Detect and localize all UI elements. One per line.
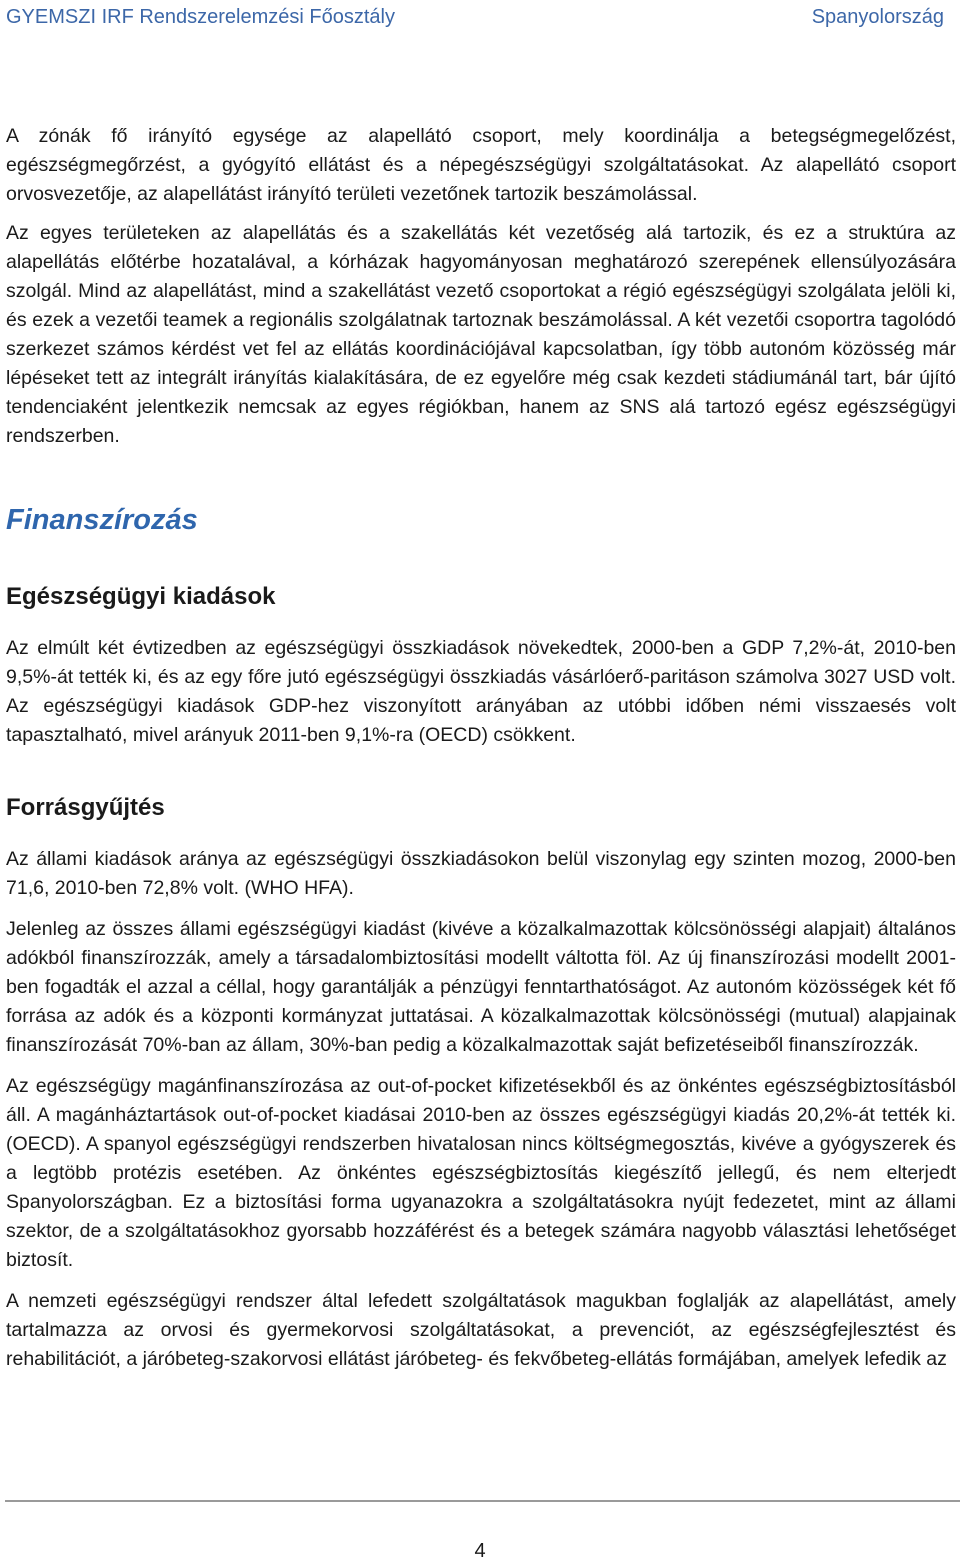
paragraph-health-expenditure: Az elmúlt két évtizedben az egészségügyi összkiadások növekedtek, 2000-ben a GDP 7,2%-át, 2010-ben 9,5%-át tették ki, és az egy főre jutó egészségügyi összkiadás vásárlóerő-paritáson számolva 3027 USD volt. Az egészségügyi kiadások GDP-hez viszonyított arányában az utóbbi időben némi visszaesés volt tapasztalható, mivel arányuk 2011-ben 9,1%-ra (OECD) csökkent.	[6, 637, 956, 746]
document-body	[6, 122, 956, 1374]
header-organization: GYEMSZI IRF Rendszerelemzési Főosztály	[6, 5, 395, 28]
paragraph-private-financing: Az egészségügy magánfinanszírozása az out-of-pocket kifizetésekből és az önkéntes egészségbiztosításból áll. A magánháztartások out-of-pocket kiadásai 2010-ben az összes egészségügyi kiadás 20,2%-át tették ki. (OECD). A spanyol egészségügyi rendszerben hivatalosan nincs költségmegosztás, kivéve a gyógyszerek és a legtöbb protézis esetében. Az önkéntes egészségbiztosítás kiegészítő jellegű, és nem elterjedt Spanyolországban. Ez a biztosítási forma ugyanazokra a szolgáltatásokra nyújt fedezetet, mint az állami szektor, de a szolgáltatásokhoz gyorsabb hozzáférést és a betegek számára nagyobb választási lehetőséget biztosít.	[6, 1075, 956, 1271]
subsection-title-health-expenditure: Egészségügyi kiadások	[6, 583, 276, 610]
paragraph-primary-care-zone: A zónák fő irányító egysége az alapellátó csoport, mely koordinálja a betegségmegelőzést, egészségmegőrzést, a gyógyító ellátást és a népegészségügyi szolgáltatásokat. Az alapellátó csoport orvosvezetője, az alapellátást irányító területi vezetőnek tartozik beszámolással.	[6, 125, 956, 205]
paragraph-management-structure: Az egyes területeken az alapellátás és a szakellátás két vezetőség alá tartozik, és ez a struktúra az alapellátás előtérbe hozatalával, a kórházak hagyományosan meghatározó szerepének ellensúlyozására szolgál. Mind az alapellátást, mind a szakellátást vezető csoportokat a régió egészségügyi szolgálata jelöli ki, és ezek a vezetői teamek a regionális szolgálatnak tartoznak beszámolással. A két vezetői csoportra tagolódó szerkezet számos kérdést vet fel az ellátás koordinációjával kapcsolatban, így több autonóm közösség már lépéseket tett az integrált irányítás kialakítására, de ez egyelőre még csak kezdeti stádiumánál tart, bár újító tendenciaként jelentkezik nemcsak az egyes régiókban, hanem az SNS alá tartozó egész egészségügyi rendszerben.	[6, 222, 956, 447]
page-number: 4	[474, 1540, 486, 1562]
paragraph-public-share: Az állami kiadások aránya az egészségügyi összkiadásokon belül viszonylag egy szinten mozog, 2000-ben 71,6, 2010-ben 72,8% volt. (WHO HFA).	[6, 848, 956, 899]
paragraph-covered-services: A nemzeti egészségügyi rendszer által lefedett szolgáltatások magukban foglalják az alapellátást, amely tartalmazza az orvosi és gyermekorvosi szolgáltatásokat, a prevenciót, az egészségfejlesztést és rehabilitációt, a járóbeteg-szakorvosi ellátást járóbeteg- és fekvőbeteg-ellátás formájában, amelyek lefedik az	[6, 1290, 956, 1370]
subsection-title-revenue-collection: Forrásgyűjtés	[6, 794, 165, 821]
section-title-financing: Finanszírozás	[6, 504, 198, 536]
header-country: Spanyolország	[811, 5, 944, 28]
footer-divider	[5, 1500, 960, 1502]
paragraph-tax-financing: Jelenleg az összes állami egészségügyi kiadást (kivéve a közalkalmazottak kölcsönösségi alapjait) általános adókból finanszírozzák, amely a társadalombiztosítási modellt váltotta föl. Az új finanszírozási modellt 2001-ben fogadták el azzal a céllal, hogy garantálják a pénzügyi fenntarthatóságot. Az autonóm közösségek két fő forrása az adók és a központi kormányzat juttatásai. A közalkalmazottak kölcsönösségi (mutual) alapjainak finanszírozását 70%-ban az állam, 30%-ban pedig a közalkalmazottak saját befizetéseiből finanszírozzák.	[6, 918, 956, 1056]
page-header	[6, 0, 944, 34]
